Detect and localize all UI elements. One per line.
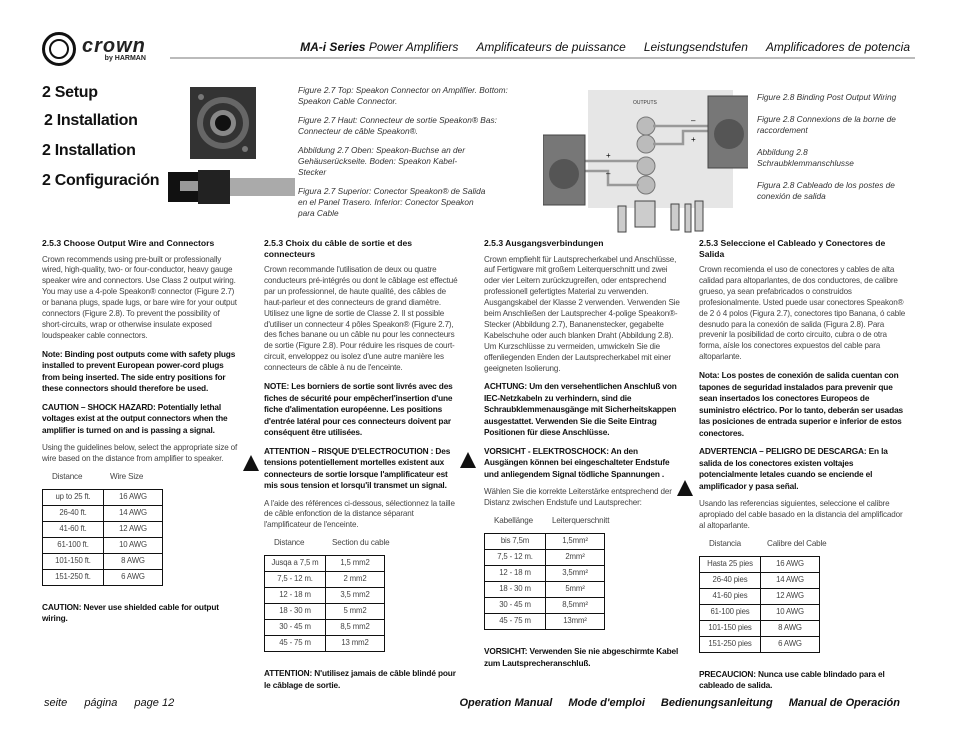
- distance-cell: 151-250 pies: [700, 636, 761, 652]
- header-de: Leistungsendstufen: [643, 40, 748, 54]
- distance-cell: 151-250 ft.: [43, 569, 104, 585]
- body-paragraph: Crown empfiehlt für Lautsprecherkabel und Anschlüsse, auf Fertigware mit großem Leiterquerschnitt und zwei oder vier Leitern zurückzugreifen, oder entsprechend professionell gefertigtes Material zu verwenden. Ausgangskabel der Klasse 2 verwenden. Verwenden Sie beim Anschließen der Lautsprecher 4-polige Speakon®-Stecker (Abbildung 2.7), Bananenstecker, gegabelte Kabelschuhe oder auch blanken Draht (Abbildung 2.8). Um Kurzschlüsse zu vermeiden, umwickeln Sie die offenliegenden Enden der Lautsprecherkabel mit einer geeigneten Isolierung.: [484, 254, 680, 373]
- fig27-captions: [298, 85, 508, 219]
- wire-size-cell: 16 AWG: [761, 556, 820, 572]
- final-caution: CAUTION: Never use shielded cable for output wiring.: [42, 601, 219, 624]
- table-header-size: Section du cable: [332, 538, 390, 548]
- section-title-en: 2 Setup: [42, 84, 98, 101]
- table-row: [43, 505, 163, 521]
- distance-cell: 30 - 45 m: [265, 620, 326, 636]
- table-row: [700, 572, 820, 588]
- fig27-caption-de: Abbildung 2.7 Oben: Speakon-Buchse an der Gehäuserückseite. Boden: Speakon Kabel-Stecker: [298, 145, 465, 177]
- footer-manuals: [459, 697, 900, 709]
- crown-logo: [42, 32, 146, 66]
- distance-cell: 41-60 ft.: [43, 521, 104, 537]
- table-row: [485, 534, 605, 550]
- footer-seite: seite: [44, 697, 68, 709]
- footer-pagina: página: [84, 697, 118, 709]
- guideline-paragraph: Wählen Sie die korrekte Leiterstärke entsprechend der Distanz zwischen Endstufe und Lautsprecher:: [484, 487, 672, 508]
- wire-size-cell: 8,5 mm2: [326, 620, 385, 636]
- wire-size-cell: 5 mm2: [326, 604, 385, 620]
- table-header-size: Leiterquerschnitt: [552, 516, 610, 526]
- distance-cell: Jusqa a 7,5 m: [265, 556, 326, 572]
- distance-cell: 18 - 30 m: [265, 604, 326, 620]
- fig28-caption-de: Abbildung 2.8 Schraubklemmanschlusse: [757, 147, 854, 168]
- footer-manual-de: Bedienungsanleitung: [660, 697, 773, 709]
- table-row: [43, 489, 163, 505]
- table-row: [700, 636, 820, 652]
- logo-sub: by HARMAN: [104, 54, 146, 62]
- table-row: [43, 569, 163, 585]
- wire-size-cell: 16 AWG: [104, 489, 163, 505]
- final-caution: VORSICHT: Verwenden Sie nie abgeschirmte Kabel zum Lautsprecheranschluß.: [484, 646, 679, 668]
- wire-size-cell: 1,5mm²: [546, 534, 605, 550]
- table-header-distance: Kabellänge: [494, 516, 534, 526]
- wire-size-cell: 13 mm2: [326, 636, 385, 652]
- table-row: [265, 636, 385, 652]
- distance-cell: 26-40 pies: [700, 572, 761, 588]
- page-header: [300, 40, 910, 54]
- table-row: [265, 604, 385, 620]
- table-row: [265, 572, 385, 588]
- table-header-size: Wire Size: [110, 472, 144, 482]
- wire-size-cell: 3,5 mm2: [326, 588, 385, 604]
- section-title-es: 2 Configuración: [42, 172, 160, 189]
- table-row: [700, 556, 820, 572]
- fig28-caption-es: Figura 2.8 Cableado de los postes de conexión de salida: [757, 180, 895, 201]
- distance-cell: 45 - 75 m: [265, 636, 326, 652]
- table-row: [43, 521, 163, 537]
- wire-size-cell: 12 AWG: [761, 588, 820, 604]
- wire-size-cell: 8,5mm²: [546, 598, 605, 614]
- table-headers: [42, 472, 239, 483]
- distance-cell: 26-40 ft.: [43, 505, 104, 521]
- wire-size-table: [699, 556, 820, 653]
- wire-size-cell: 3,5mm²: [546, 566, 605, 582]
- fig27-caption-es: Figura 2.7 Superior: Conector Speakon® de Salida en el Panel Trasero. Inferior: Conector Speakon para Cable: [298, 186, 486, 218]
- plus-label-left: +: [606, 151, 611, 160]
- table-row: [485, 550, 605, 566]
- table-row: [485, 582, 605, 598]
- caution-paragraph: VORSICHT - ELEKTROSCHOCK: An den Ausgängen können bei eingeschalteter Endstufe und anliegendem Signal tödliche Spannungen .: [484, 445, 670, 479]
- table-header-distance: Distance: [274, 538, 305, 548]
- wire-size-cell: 12 AWG: [104, 521, 163, 537]
- table-headers: [264, 538, 462, 549]
- wire-size-cell: 6 AWG: [761, 636, 820, 652]
- caution-paragraph: CAUTION – SHOCK HAZARD: Potentially lethal voltages exist at the output connectors when the amplifier is turned on and is passing a signal.: [42, 401, 228, 435]
- table-row: [43, 537, 163, 553]
- distance-cell: 45 - 75 m: [485, 614, 546, 630]
- caution-paragraph: ADVERTENCIA – PELIGRO DE DESCARGA: En la salida de los conectores existen voltajes potencialmente letales cuando se enciende el amplificador y pasa señal.: [699, 446, 888, 491]
- footer-manual-es: Manual de Operación: [788, 697, 900, 709]
- wire-size-cell: 2 mm2: [326, 572, 385, 588]
- table-row: [43, 553, 163, 569]
- final-caution: ATTENTION: N'utilisez jamais de câble blindé pour le câblage de sortie.: [264, 668, 456, 690]
- wire-size-table: [42, 489, 163, 586]
- footer-manual-en: Operation Manual: [459, 697, 553, 709]
- speakon-connector-figure: [160, 85, 295, 215]
- table-header-distance: Distancia: [709, 538, 741, 548]
- distance-cell: 12 - 18 m: [485, 566, 546, 582]
- column-spanish: [699, 238, 910, 699]
- wire-size-cell: 13mm²: [546, 614, 605, 630]
- shock-warning-icon: [677, 480, 693, 496]
- shock-warning-icon: [243, 455, 259, 471]
- distance-cell: up to 25 ft.: [43, 489, 104, 505]
- column-heading: 2.5.3 Seleccione el Cableado y Conectores de Salida: [699, 238, 886, 259]
- table-header-size: Calibre del Cable: [767, 538, 827, 548]
- column-english: [42, 238, 239, 632]
- distance-cell: 18 - 30 m: [485, 582, 546, 598]
- footer-page: [44, 697, 188, 709]
- table-row: [700, 604, 820, 620]
- wire-size-cell: 5mm²: [546, 582, 605, 598]
- wire-size-cell: 8 AWG: [104, 553, 163, 569]
- wire-size-cell: 2mm²: [546, 550, 605, 566]
- distance-cell: 61-100 pies: [700, 604, 761, 620]
- column-heading: 2.5.3 Choose Output Wire and Connectors: [42, 238, 215, 248]
- distance-cell: 12 - 18 m: [265, 588, 326, 604]
- table-row: [265, 556, 385, 572]
- binding-post-wiring-figure: [543, 86, 748, 234]
- table-row: [485, 566, 605, 582]
- wire-size-cell: 6 AWG: [104, 569, 163, 585]
- shock-warning-icon: [460, 452, 476, 468]
- body-paragraph: Crown recommends using pre-built or professionally wired, high-quality, two- or four-conductor, heavy gauge speaker wire and connectors. Use Class 2 output wiring. You may use a 4-pole Speakon® connector (Figure 2.7) or banana plugs, spade lugs, or bare wire for your output connectors (Figure 2.8). To prevent the possibility of short-circuits, wrap or otherwise insulate exposed loudspeaker cable connectors.: [42, 254, 237, 340]
- crown-emblem-icon: [42, 32, 76, 66]
- minus-label-left: –: [606, 169, 611, 178]
- plus-label-right: +: [691, 135, 696, 144]
- column-heading: 2.5.3 Ausgangsverbindungen: [484, 238, 604, 248]
- distance-cell: 7,5 - 12 m.: [265, 572, 326, 588]
- guideline-paragraph: Usando las referencias siguientes, seleccione el calibre apropiado del cable basado en la distancia del amplificador al altoparlante.: [699, 499, 903, 530]
- section-title-de: 2 Installation: [42, 142, 136, 159]
- wire-size-cell: 10 AWG: [761, 604, 820, 620]
- note-paragraph: Note: Binding post outputs come with safety plugs installed to prevent European power-cord plugs from being inserted. The side entry positions for these connectors should therefore be used.: [42, 348, 236, 394]
- wire-size-table: [264, 555, 385, 652]
- wire-size-cell: 8 AWG: [761, 620, 820, 636]
- column-heading: 2.5.3 Choix du câble de sortie et des connecteurs: [264, 238, 413, 259]
- distance-cell: 41-60 pies: [700, 588, 761, 604]
- table-headers: [699, 539, 910, 550]
- distance-cell: 101-150 pies: [700, 620, 761, 636]
- table-headers: [484, 516, 682, 527]
- fig27-caption-en: Figure 2.7 Top: Speakon Connector on Amplifier. Bottom: Speakon Cable Connector.: [298, 85, 508, 106]
- footer-manual-fr: Mode d'emploi: [568, 697, 645, 709]
- fig28-caption-en: Figure 2.8 Binding Post Output Wiring: [757, 92, 897, 102]
- table-row: [700, 620, 820, 636]
- body-paragraph: Crown recomienda el uso de conectores y cables de alta calidad para altoparlantes, de dos conductores, de calibre grueso, ya sean prefabricados o construidos profesionalmente. Usted puede usar conectores Speakon® de 2 ó 4 polos (Figura 2.7), conectores tipo Banana, ó cable desnudo para la conexión de salida (Figura 2.8). Para prevenir la posibilidad de corto circuito, cubra o de otra forma, aísle los conectores expuestos del cable para altoparlante.: [699, 265, 906, 362]
- column-french: [264, 238, 462, 698]
- distance-cell: Hasta 25 pies: [700, 556, 761, 572]
- column-german: [484, 238, 682, 676]
- header-es: Amplificadores de potencia: [765, 40, 910, 54]
- table-row: [265, 620, 385, 636]
- wire-size-cell: 10 AWG: [104, 537, 163, 553]
- note-paragraph: Nota: Los postes de conexión de salida cuentan con tapones de seguridad instalados para prevenir que sean insertados los conectores Europeos de suministro eléctrico. Por lo tanto, deberán ser usadas las posiciones de entrada superior e inferior de estos conectores.: [699, 370, 903, 438]
- table-row: [485, 614, 605, 630]
- table-row: [265, 588, 385, 604]
- guideline-paragraph: A l'aide des références ci-dessous, sélectionnez la taille de câble enfonction de la distance séparant l'amplificateur de l'enceinte.: [264, 498, 455, 530]
- header-fr: Amplificateurs de puissance: [476, 40, 626, 54]
- note-paragraph: ACHTUNG: Um den versehentlichen Anschluß von IEC-Netzkabeln zu verhindern, sind die Schraubklemmenausgänge mit Sicherheitskappen ausgestattet. Verwenden Sie die Seite Eintrag Positionen für diese Anschlüsse.: [484, 381, 677, 438]
- table-header-distance: Distance: [52, 472, 83, 482]
- wire-size-cell: 1,5 mm2: [326, 556, 385, 572]
- footer-page-number: page 12: [134, 697, 175, 709]
- distance-cell: 101-150 ft.: [43, 553, 104, 569]
- minus-label-right: –: [691, 116, 696, 125]
- wire-size-cell: 14 AWG: [761, 572, 820, 588]
- header-rule: [170, 57, 915, 59]
- distance-cell: 61-100 ft.: [43, 537, 104, 553]
- fig28-captions: [757, 92, 922, 202]
- outputs-label: OUTPUTS: [633, 100, 657, 106]
- wire-size-cell: 14 AWG: [104, 505, 163, 521]
- wire-size-table: [484, 533, 605, 630]
- header-series: MA-i Series Power Amplifiers: [300, 40, 459, 54]
- distance-cell: bis 7,5m: [485, 534, 546, 550]
- fig28-caption-fr: Figure 2.8 Connexions de la borne de raccordement: [757, 114, 896, 135]
- section-title-fr: 2 Installation: [44, 112, 138, 129]
- distance-cell: 30 - 45 m: [485, 598, 546, 614]
- caution-paragraph: ATTENTION – RISQUE D'ELECTROCUTION : Des tensions potentiellement mortelles existent aux connecteurs de sortie lorsque l'amplificateur est mis sous tension et lorsqu'il transmet un signal.: [264, 445, 451, 491]
- note-paragraph: NOTE: Les borniers de sortie sont livrés avec des fiches de sécurité pour empêcherl'insertion d'une fiche d'alimentation européenne. Les positions d'entrée latéral pour ces connecteurs doivent par conséquent être utilisées.: [264, 381, 453, 438]
- fig27-caption-fr: Figure 2.7 Haut: Connecteur de sortie Speakon® Bas: Connecteur de câble Speakon®.: [298, 115, 497, 136]
- table-row: [485, 598, 605, 614]
- guideline-paragraph: Using the guidelines below, select the appropriate size of wire based on the distance from amplifier to speaker.: [42, 443, 238, 464]
- body-paragraph: Crown recommande l'utilisation de deux ou quatre conducteurs pré-intégrés ou dont le câblage est effectué par un professionnel, de haute qualité, des câbles de haut-parleur et des connecteurs de grand diamètre. Utilisez une ligne de sortie de Classe 2. Il st possible d'utiliser un connecteur 4 pôles Speakon® (Figure 2.7), des fiches banane ou un câble nu pour les connecteurs de sortie (Figure 2.8). Pour réduire les risques de court-circuit, enveloppez ou isolez d'une autre manière les connecteurs de câble à nu de l'enceinte.: [264, 265, 458, 373]
- distance-cell: 7,5 - 12 m.: [485, 550, 546, 566]
- table-row: [700, 588, 820, 604]
- logo-word: crown: [82, 34, 146, 57]
- final-caution: PRECAUCION: Nunca use cable blindado para el cableado de salida.: [699, 668, 885, 691]
